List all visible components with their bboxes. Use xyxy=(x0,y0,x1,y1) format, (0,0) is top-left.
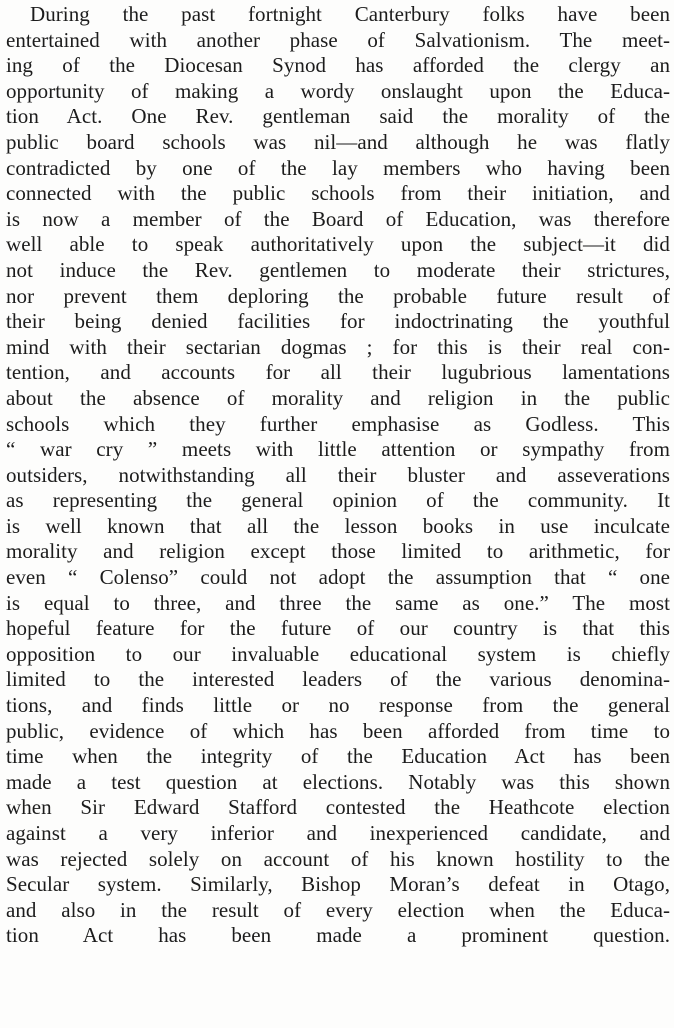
article-line: During the past fortnight Canterbury folks have been xyxy=(30,2,670,26)
article-line: opposition to our invaluable educational system is chiefly xyxy=(6,641,670,666)
article-line: Secular system. Similarly, Bishop Moran’s defeat in Otago, xyxy=(6,872,670,897)
article-line: made a test question at elections. Notably was this shown xyxy=(6,769,670,794)
article-line: tion Act. One Rev. gentleman said the morality of the xyxy=(6,104,670,129)
article-line: ing of the Diocesan Synod has afforded the clergy an xyxy=(6,53,670,78)
article-line: public, evidence of which has been afforded from time to xyxy=(6,718,670,743)
article-line: public board schools was nil—and although he was flatly xyxy=(6,129,670,154)
article-line: and also in the result of every election when the Educa- xyxy=(6,897,670,922)
article-line: tions, and finds little or no response from the general xyxy=(6,693,670,718)
article-line: outsiders, notwithstanding all their bluster and asseverations xyxy=(6,462,670,487)
article-line: not induce the Rev. gentlemen to moderate their strictures, xyxy=(6,257,670,282)
article-line: their being denied facilities for indoctrinating the youthful xyxy=(6,309,670,334)
article-line: even “ Colenso” could not adopt the assumption that “ one xyxy=(6,565,670,590)
article-line: well able to speak authoritatively upon the subject—it did xyxy=(6,232,670,257)
article-line: morality and religion except those limited to arithmetic, for xyxy=(6,539,670,564)
article-line: tention, and accounts for all their lugubrious lamentations xyxy=(6,360,670,385)
article-line: tion Act has been made a prominent question. xyxy=(6,923,670,948)
article-line: hopeful feature for the future of our country is that this xyxy=(6,616,670,641)
article-line: is equal to three, and three the same as one.” The most xyxy=(6,590,670,615)
article-line: limited to the interested leaders of the various denomina- xyxy=(6,667,670,692)
article-line: “ war cry ” meets with little attention or sympathy from xyxy=(6,437,670,462)
article-line: contradicted by one of the lay members who having been xyxy=(6,155,670,180)
article-line: against a very inferior and inexperienced candidate, and xyxy=(6,821,670,845)
article-line: is well known that all the lesson books in use inculcate xyxy=(6,513,670,538)
article-line: connected with the public schools from their initiation, and xyxy=(6,181,670,206)
article-line: is now a member of the Board of Education, was therefore xyxy=(6,206,670,231)
article-line: was rejected solely on account of his known hostility to the xyxy=(6,846,670,871)
article-line: entertained with another phase of Salvationism. The meet- xyxy=(6,27,670,52)
article-line: schools which they further emphasise as Godless. This xyxy=(6,411,670,436)
article-line: when Sir Edward Stafford contested the Heathcote election xyxy=(6,795,670,820)
article-line: nor prevent them deploring the probable future result of xyxy=(6,283,670,308)
article-line: as representing the general opinion of the community. It xyxy=(6,488,670,513)
article-line: mind with their sectarian dogmas ; for this is their real con- xyxy=(6,334,670,359)
article-line: time when the integrity of the Education Act has been xyxy=(6,744,670,769)
article-column xyxy=(6,2,670,949)
article-line: opportunity of making a wordy onslaught upon the Educa- xyxy=(6,78,670,103)
article-line: about the absence of morality and religion in the public xyxy=(6,385,670,410)
